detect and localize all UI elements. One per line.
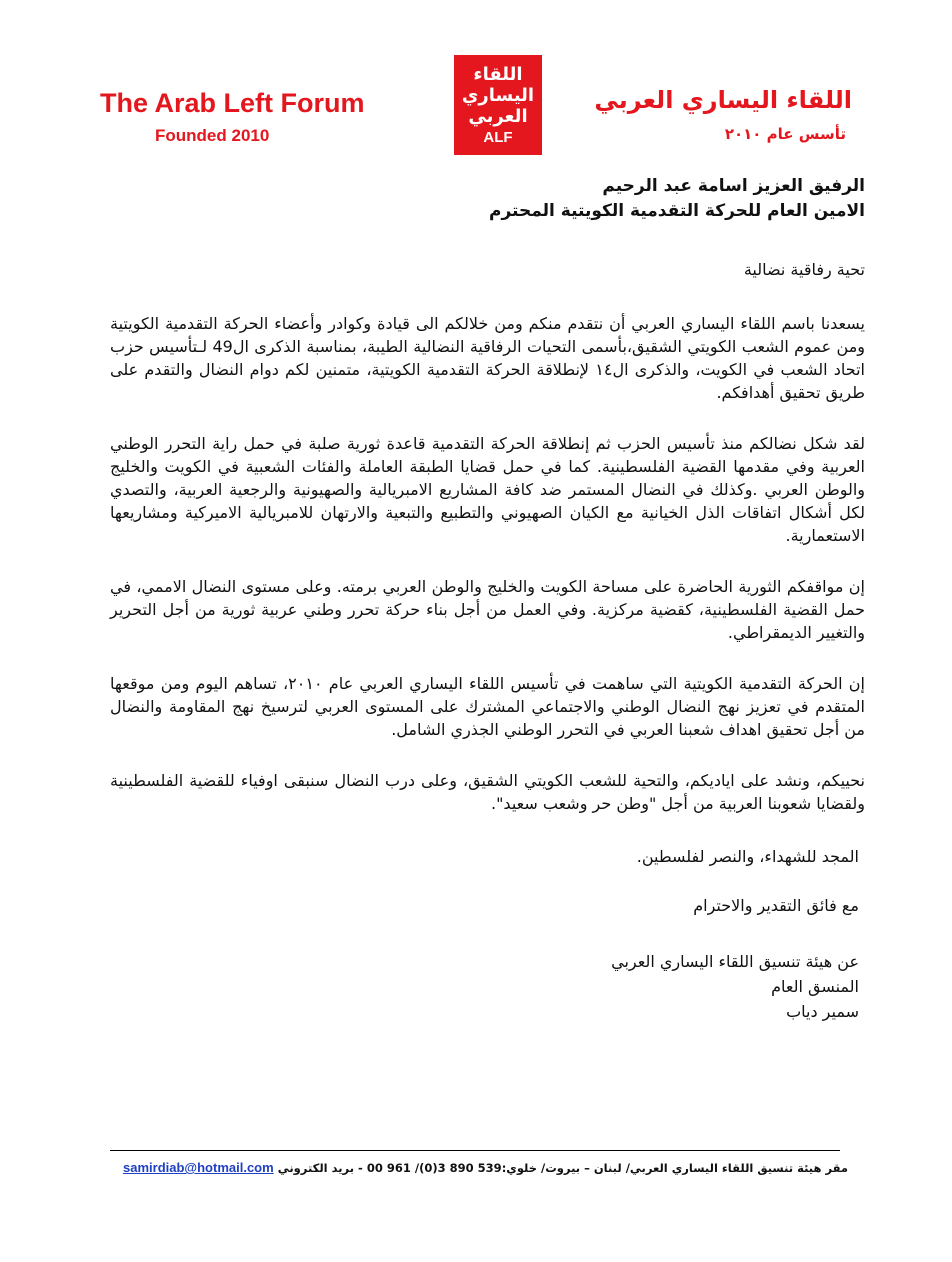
english-founded-year: Founded 2010	[155, 126, 270, 145]
footer-email-link[interactable]: samirdiab@hotmail.com	[123, 1160, 274, 1175]
footer-divider	[110, 1150, 840, 1151]
letter-body	[110, 174, 865, 1024]
addressee-name: الرفيق العزيز اسامة عبد الرحيم	[602, 176, 865, 196]
paragraph-4: إن الحركة التقدمية الكويتية التي ساهمت في تأسيس اللقاء اليساري العربي عام ٢٠١٠، تساهم اليوم ومن موقعها المتقدم في تعزيز نهج النضال الوطني والاجتماعي المشترك على المستوى العربي لترسيخ نهج المقاومة والنضال من أجل تحقيق اهداف شعبنا العربي في التحرر الوطني الجذري الشامل.	[110, 674, 866, 739]
logo-abbreviation: ALF	[483, 128, 513, 146]
closing: مع فائق التقدير والاحترام	[693, 896, 859, 915]
addressee-title: الامين العام للحركة التقدمية الكويتية المحترم	[489, 201, 865, 221]
footer-address: مقر هيئة تنسيق اللقاء اليساري العربي/ لبنان – بيروت/ خلوي:539 890 3(0)/ 961 00 - بريد الكتروني	[277, 1161, 848, 1175]
alf-logo	[454, 55, 542, 155]
greeting: تحية رفاقية نضالية	[743, 260, 865, 279]
arabic-founded-year: تأسس عام ٢٠١٠	[724, 125, 846, 143]
logo-line-1: اللقاء	[473, 63, 523, 85]
signature-block	[110, 949, 865, 1024]
footer	[108, 1160, 848, 1175]
signature-role: المنسق العام	[771, 977, 859, 996]
logo-line-3: العربي	[468, 105, 528, 127]
english-title: The Arab Left Forum	[100, 88, 365, 118]
logo-line-2: اليساري	[461, 84, 535, 106]
arabic-title: اللقاء اليساري العربي	[594, 86, 852, 114]
paragraph-3: إن مواقفكم الثورية الحاضرة على مساحة الكويت والخليج والوطن العربي برمته. وعلى مستوى النضال الاممي، في حمل القضية الفلسطينية، كقضية مركزية. وفي العمل من أجل بناء حركة تحرر وطني عربية ثورية من أجل التحرير والتغيير الديمقراطي.	[110, 577, 865, 642]
slogan: المجد للشهداء، والنصر لفلسطين.	[636, 847, 859, 866]
paragraph-2: لقد شكل نضالكم منذ تأسيس الحزب ثم إنطلاقة الحركة التقدمية قاعدة ثورية صلبة في حمل راية التحرر الوطني العربية وفي مقدمها القضية الفلسطينية. كما في حمل قضايا الطبقة العاملة والفئات الشعبية في الكويت والخليج والوطن العربي .وكذلك في النضال المستمر ضد كافة المشاريع الامبريالية والصهيونية والرجعية العربية، والتصدي لكل أشكال اتفاقات الذل الخيانية مع الكيان الصهيوني والتطبيع والتبعية والارتهان للامبريالية الاميركية ومشاريعها الاستعمارية.	[110, 434, 865, 545]
paragraph-1: يسعدنا باسم اللقاء اليساري العربي أن نتقدم منكم ومن خلالكم الى قيادة وكوادر وأعضاء الحركة التقدمية الكويتية ومن عموم الشعب الكويتي الشقيق،بأسمى التحيات الرفاقية النضالية الطيبة، بمناسبة الذكرى ال49 لـتأسيس حزب اتحاد الشعب في الكويت، والذكرى ال١٤ لإنطلاقة الحركة التقدمية الكويتية، متمنين لكم دوام النضال والتقدم على طريق تحقيق أهدافكم.	[110, 314, 866, 402]
signature-organization: عن هيئة تنسيق اللقاء اليساري العربي	[611, 952, 859, 971]
letterhead	[0, 0, 952, 170]
paragraph-5: نحييكم، ونشد على اياديكم، والتحية للشعب الكويتي الشقيق، وعلى درب النضال سنبقى اوفياء للقضية الفلسطينية ولقضايا شعوبنا العربية من أجل "وطن حر وشعب سعيد".	[110, 771, 865, 813]
signature-name: سمير دياب	[786, 1002, 859, 1021]
